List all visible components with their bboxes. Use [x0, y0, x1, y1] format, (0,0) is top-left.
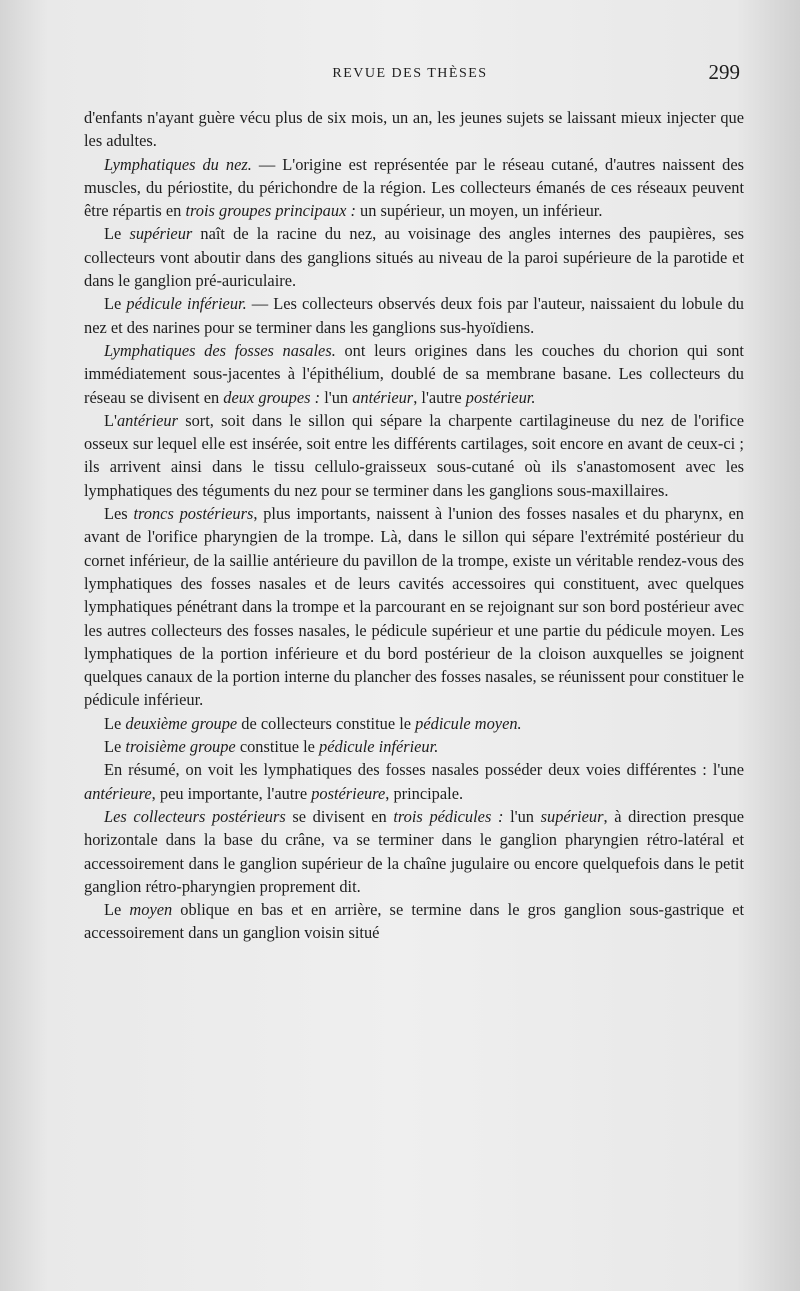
italic-text: Lymphatiques des fosses nasales. [104, 340, 336, 360]
italic-text: supérieur [129, 224, 193, 244]
text-span: Le [104, 737, 126, 757]
text-span: , plus importants, naissent à l'union des fosses nasales et du pharynx, en avant de l'orifice pharyngien de la trompe. Là, dans le sillon qui sépare l'extrémité postérieur du cornet inférieur, de la saillie antérieure du pavillon de la trompe, existe un véritable rendez-vous des lymphatiques des fosses nasales et de leurs cavités accessoires qui constituent, avec quelques lymphatiques pénétrant dans la trompe et la parcourant en se rejoignant sur son bord postérieur avec les autres collecteurs des fosses nasales, le pédicule supérieur et une partie du pédicule moyen. Les lymphatiques de la portion inférieure et du bord postérieur de la cloison auxquelles se joignent quelques canaux de la portion interne du plancher des fosses nasales, se réunissent pour constituer le pédicule inférieur. [84, 504, 744, 710]
running-title: REVUE DES THÈSES [332, 66, 488, 81]
page-number: 299 [708, 60, 740, 84]
paragraph [84, 292, 744, 339]
text-span: — Les collecteurs observés deux fois par l'auteur, naissaient du lobule du nez et des narines pour se terminer dans les ganglions sus-hyoïdiens. [84, 294, 744, 337]
text-span: , principale. [385, 783, 464, 803]
text-span: de collecteurs constitue le [237, 713, 416, 733]
italic-text: postérieur. [465, 387, 536, 407]
paragraph [84, 106, 744, 153]
italic-text: troncs postérieurs [133, 504, 254, 524]
italic-text: Les collecteurs postérieurs [104, 806, 286, 826]
page-header [80, 60, 740, 88]
italic-text: pédicule moyen. [415, 713, 522, 733]
text-span: un supérieur, un moyen, un inférieur. [355, 201, 603, 221]
paragraph [84, 758, 744, 805]
paragraph [84, 735, 744, 758]
italic-text: trois groupes principaux : [185, 201, 356, 221]
text-span: , l'autre [413, 387, 466, 407]
paragraph [84, 153, 744, 223]
italic-text: pédicule inférieur. [126, 294, 247, 314]
text-span: Les [104, 504, 134, 524]
italic-text: antérieure [84, 783, 152, 803]
text-span: naît de la racine du nez, au voisinage des angles internes des paupières, ses collecteurs vont aboutir dans des ganglions situés au niveau de la paroi supérieure de la parotide et dans le ganglion pré-auriculaire. [84, 224, 745, 291]
paragraph [84, 339, 744, 409]
italic-text: antérieur [116, 410, 178, 430]
body-text [84, 106, 744, 945]
text-span: ont leurs origines dans les couches du chorion qui sont immédiatement sous-jacentes à l'épithélium, doublé de sa membrane basane. Les collecteurs du réseau se divisent en [84, 340, 744, 407]
text-span: Le [104, 900, 130, 920]
text-span: En résumé, on voit les lymphatiques des fosses nasales posséder deux voies différentes : l'une [104, 760, 744, 780]
paragraph [84, 222, 744, 292]
paragraph [84, 502, 744, 712]
italic-text: Lymphatiques du nez. [104, 154, 252, 174]
italic-text: trois pédicules : [393, 806, 504, 826]
text-span: Le [104, 294, 127, 314]
italic-text: moyen [129, 900, 173, 920]
paragraph [84, 898, 744, 945]
text-span: , à direction presque horizontale dans la base du crâne, va se terminer dans le ganglion pharyngien rétro-latéral et accessoirement dans le ganglion supérieur de la chaîne jugulaire ou encore quelquefois dans le petit ganglion rétro-pharyngien proprement dit. [84, 806, 744, 896]
text-span: d'enfants n'ayant guère vécu plus de six mois, un an, les jeunes sujets se laissant mieux injecter que les adultes. [84, 108, 744, 151]
italic-text: deuxième groupe [125, 713, 238, 733]
italic-text: postérieure [311, 783, 386, 803]
text-span: oblique en bas et en arrière, se termine dans le gros ganglion sous-gastrique et accessoirement dans un ganglion voisin situé [84, 900, 744, 943]
italic-text: supérieur [540, 806, 604, 826]
text-span: L' [104, 410, 117, 430]
text-span: constitue le [235, 737, 320, 757]
text-span: sort, soit dans le sillon qui sépare la charpente cartilagineuse du nez de l'orifice osseux sur lequel elle est insérée, soit entre les différents cartilages, soit encore en avant de ceux-ci ; ils arrivent ainsi dans le tissu cellulo-graisseux sous-cutané où ils s'anastomosent avec les lymphatiques des téguments du nez pour se terminer dans les ganglions sous-maxillaires. [84, 410, 744, 500]
paragraph [84, 805, 744, 898]
paragraph [84, 409, 744, 502]
paragraph [84, 712, 744, 735]
text-span: Le [104, 224, 130, 244]
text-span: l'un [503, 806, 541, 826]
italic-text: pédicule inférieur. [319, 737, 439, 757]
italic-text: deux groupes : [223, 387, 321, 407]
text-span: l'un [320, 387, 353, 407]
text-span: se divisent en [285, 806, 394, 826]
text-span: , peu importante, l'autre [151, 783, 312, 803]
text-span: Le [104, 713, 126, 733]
text-span: — L'origine est représentée par le réseau cutané, d'autres naissent des muscles, du périostite, du périchondre de la région. Les collecteurs émanés de ces réseaux peuvent être répartis en [84, 154, 744, 221]
italic-text: troisième groupe [125, 737, 236, 757]
italic-text: antérieur [352, 387, 414, 407]
